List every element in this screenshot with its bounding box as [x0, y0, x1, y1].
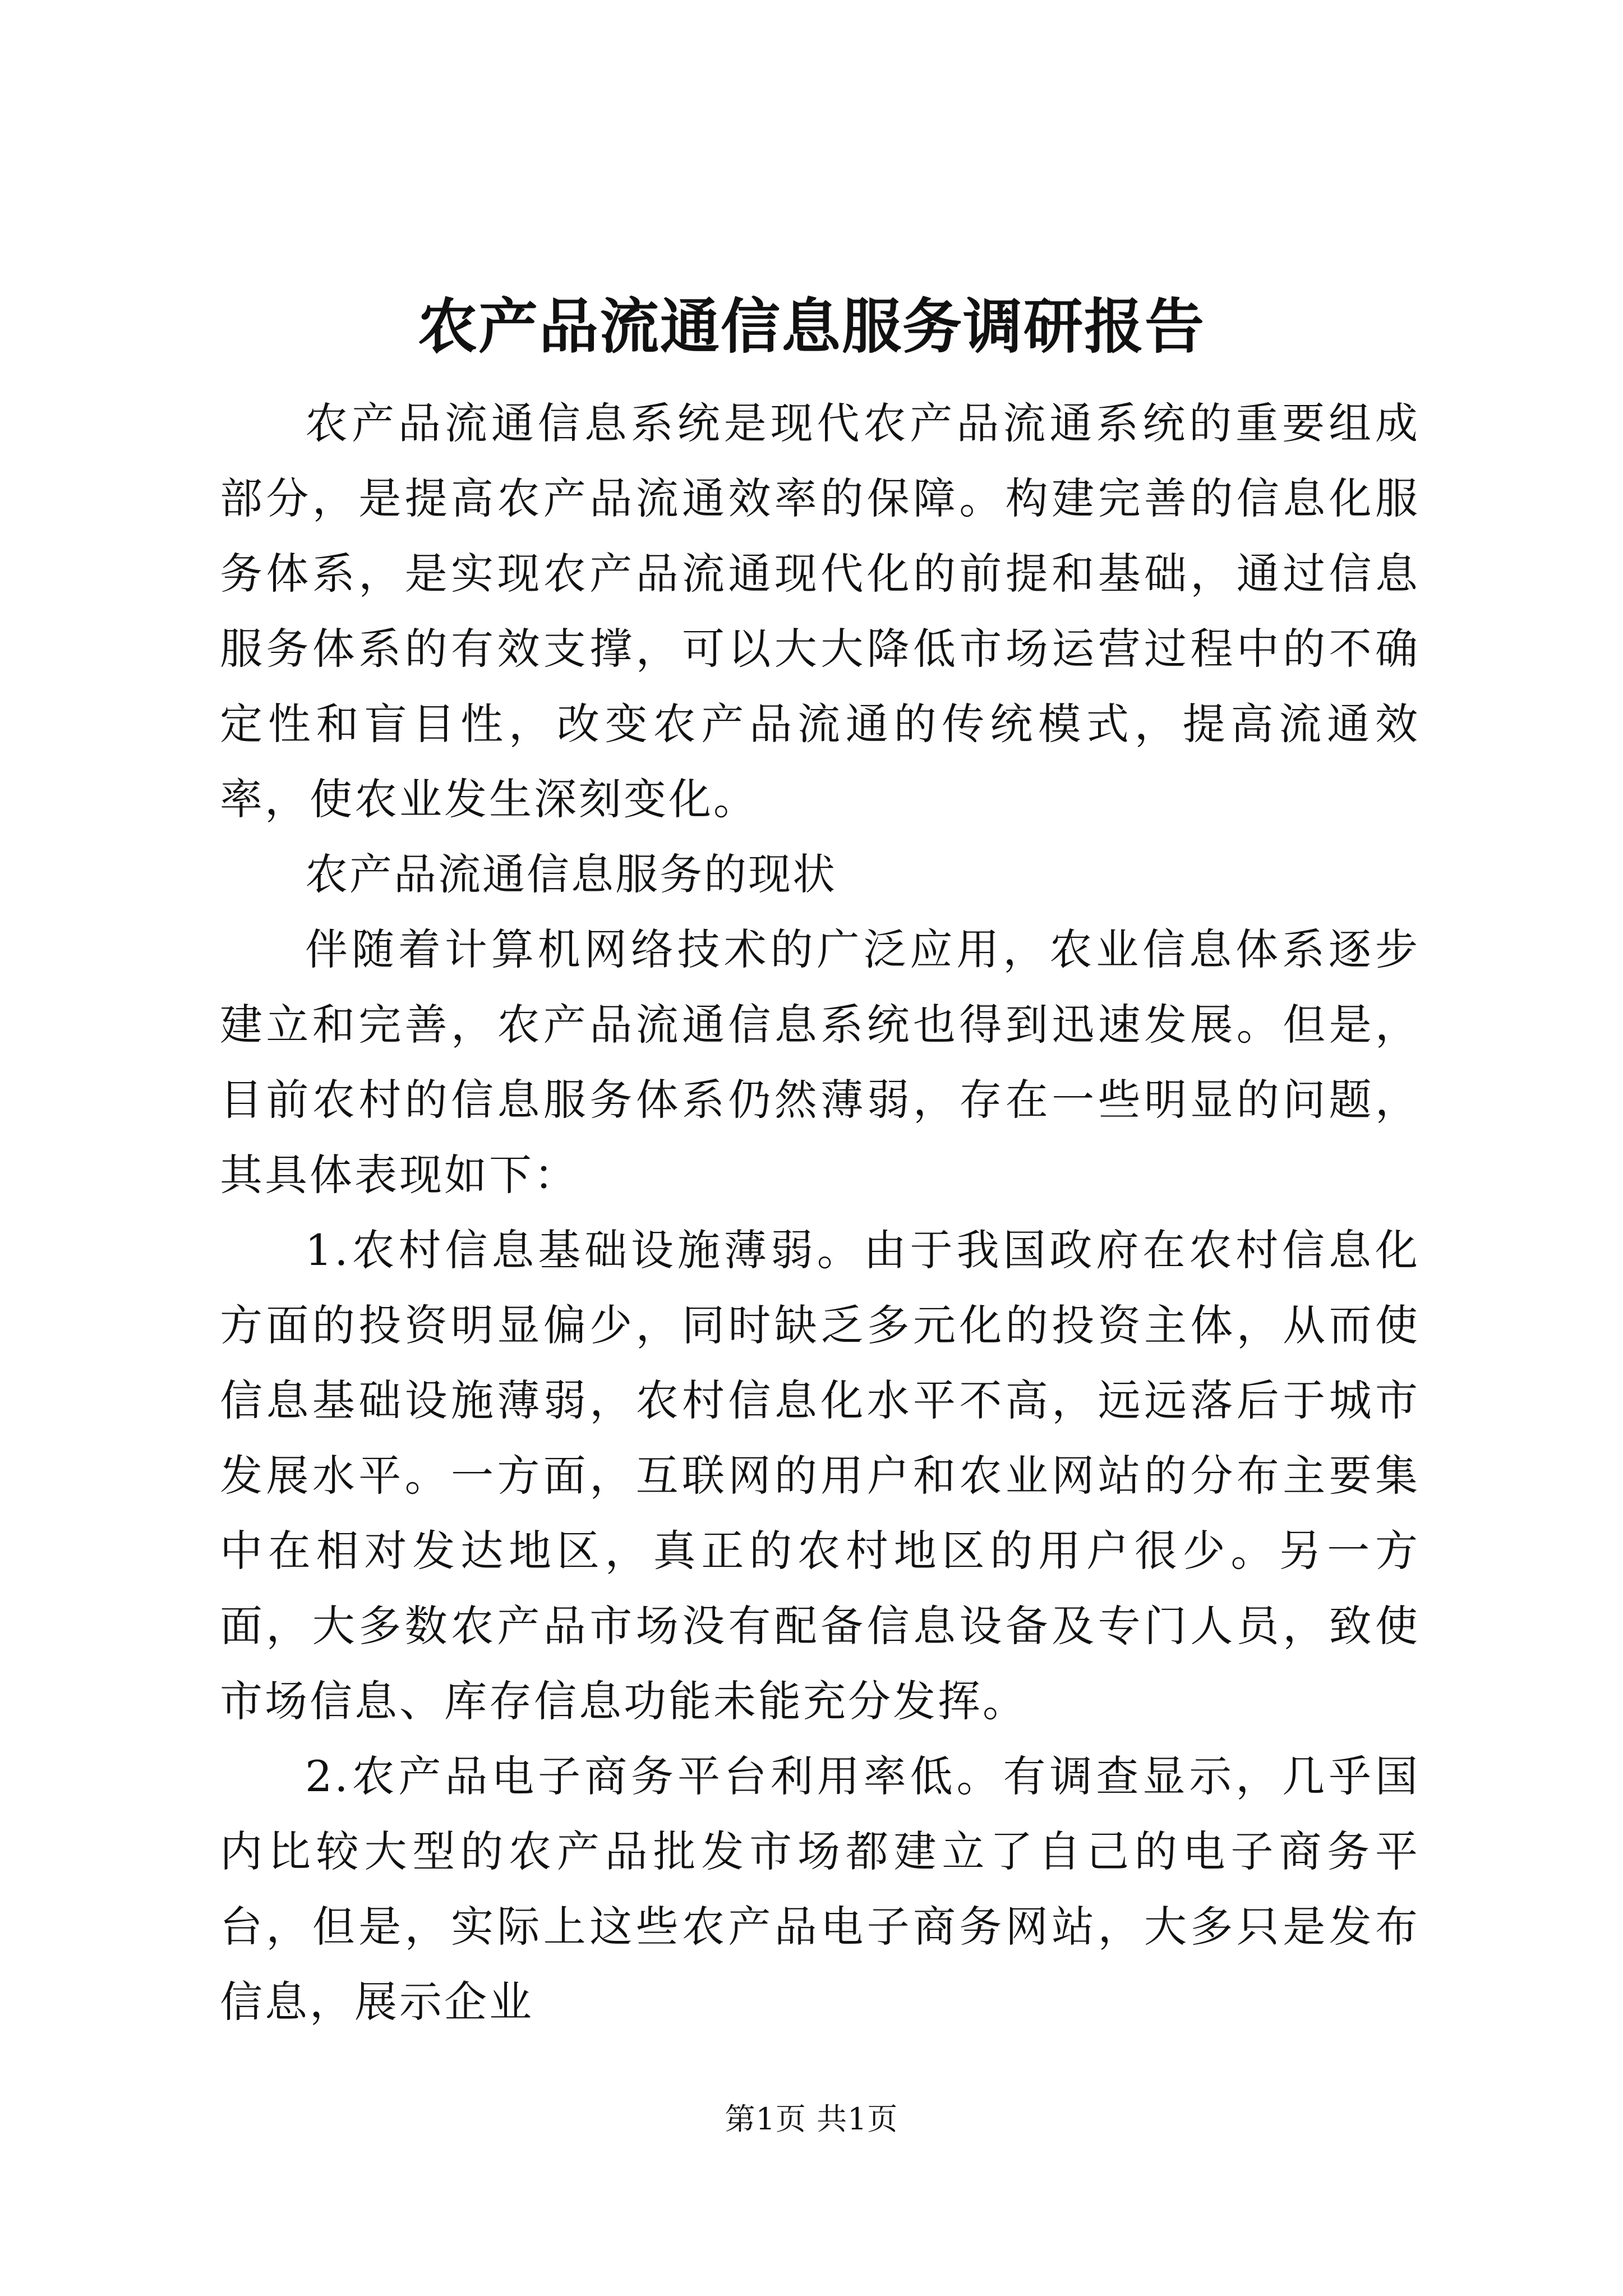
document-title: 农产品流通信息服务调研报告 — [418, 291, 1205, 361]
document-body — [220, 386, 1420, 2040]
section-heading-status: 农产品流通信息服务的现状 — [305, 849, 837, 899]
paragraph-status: 伴随着计算机网络技术的广泛应用，农业信息体系逐步建立和完善，农产品流通信息系统也得到迅速发展。但是，目前农村的信息服务体系仍然薄弱，存在一些明显的问题，其具体表现如下： — [220, 924, 1420, 1200]
paragraph-point-1: 1.农村信息基础设施薄弱。由于我国政府在农村信息化方面的投资明显偏少，同时缺乏多元化的投资主体，从而使信息基础设施薄弱，农村信息化水平不高，远远落后于城市发展水平。一方面，互联网的用户和农业网站的分布主要集中在相对发达地区，真正的农村地区的用户很少。另一方面，大多数农产品市场没有配备信息设备及专门人员，致使市场信息、库存信息功能未能充分发挥。 — [220, 1225, 1420, 1726]
paragraph-intro: 农产品流通信息系统是现代农产品流通系统的重要组成部分，是提高农产品流通效率的保障。构建完善的信息化服务体系，是实现农产品流通现代化的前提和基础，通过信息服务体系的有效支撑，可以大大降低市场运营过程中的不确定性和盲目性，改变农产品流通的传统模式，提高流通效率，使农业发生深刻变化。 — [220, 398, 1420, 824]
page-footer: 第1页 共1页 — [725, 2101, 898, 2137]
paragraph-point-2: 2.农产品电子商务平台利用率低。有调查显示，几乎国内比较大型的农产品批发市场都建立了自己的电子商务平台，但是，实际上这些农产品电子商务网站，大多只是发布信息，展示企业 — [220, 1751, 1420, 2027]
